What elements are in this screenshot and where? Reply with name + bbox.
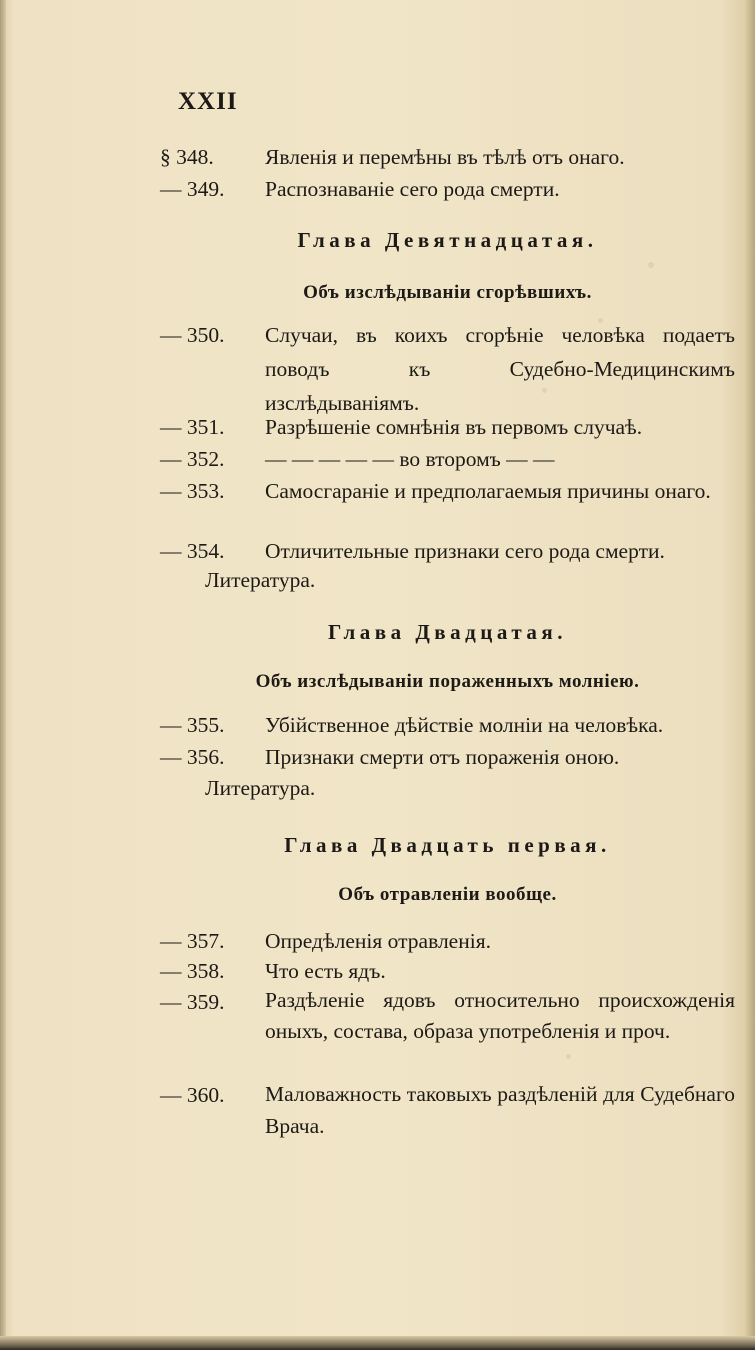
section-title: Разрѣшеніе сомнѣнія въ первомъ случаѣ. — [265, 415, 643, 439]
section-number: — 349. — [160, 177, 225, 201]
section-title: Раздѣленіе ядовъ относительно происхожденія оныхъ, состава, образа употребленія и проч. — [265, 988, 735, 1043]
page-number: XXII — [178, 88, 238, 115]
page-right-edge — [745, 0, 755, 1350]
section-title: — — — — — во второмъ — — — [265, 447, 555, 471]
section-number: — 360. — [160, 1083, 225, 1107]
section-title: Распознаваніе сего рода смерти. — [265, 177, 560, 201]
literature-label: Литература. — [205, 568, 316, 592]
chapter-heading: Глава Двадцатая. — [327, 620, 567, 644]
section-number: — 358. — [160, 959, 225, 983]
section-number: — 352. — [160, 447, 225, 471]
section-title: Случаи, въ коихъ сгорѣніе человѣка подаетъ поводъ къ Судебно-Медицинскимъ изслѣдываніямъ. — [265, 323, 735, 415]
section-number: § 348. — [160, 145, 214, 169]
section-title: Признаки смерти отъ пораженія оною. — [265, 745, 620, 769]
chapter-subtitle: Объ изслѣдываніи пораженныхъ молніею. — [255, 671, 640, 692]
section-title: Опредѣленія отравленія. — [265, 929, 491, 953]
section-number: — 350. — [160, 323, 225, 347]
page-left-edge — [0, 0, 6, 1350]
section-number: — 355. — [160, 713, 225, 737]
section-number: — 351. — [160, 415, 225, 439]
section-title: Самосгараніе и предполагаемыя причины онаго. — [265, 479, 711, 503]
chapter-heading: Глава Двадцать первая. — [284, 833, 611, 857]
section-title: Явленія и перемѣны въ тѣлѣ отъ онаго. — [265, 145, 625, 169]
section-number: — 359. — [160, 990, 225, 1014]
literature-label: Литература. — [205, 776, 316, 800]
section-title: Маловажность таковыхъ раздѣленій для Судебнаго Врача. — [265, 1082, 735, 1138]
chapter-subtitle: Объ изслѣдываніи сгорѣвшихъ. — [303, 282, 592, 303]
paper-spot — [566, 1054, 571, 1059]
section-number: — 353. — [160, 479, 225, 503]
paper-spot — [648, 262, 654, 268]
page-bottom-edge — [0, 1336, 755, 1350]
section-number: — 354. — [160, 539, 225, 563]
section-number: — 356. — [160, 745, 225, 769]
section-number: — 357. — [160, 929, 225, 953]
chapter-subtitle: Объ отравленіи вообще. — [338, 884, 557, 905]
section-title: Отличительные признаки сего рода смерти. — [265, 539, 665, 563]
section-title: Убійственное дѣйствіе молніи на человѣка. — [265, 713, 664, 737]
section-title: Что есть ядъ. — [265, 959, 386, 983]
chapter-heading: Глава Девятнадцатая. — [297, 228, 598, 252]
